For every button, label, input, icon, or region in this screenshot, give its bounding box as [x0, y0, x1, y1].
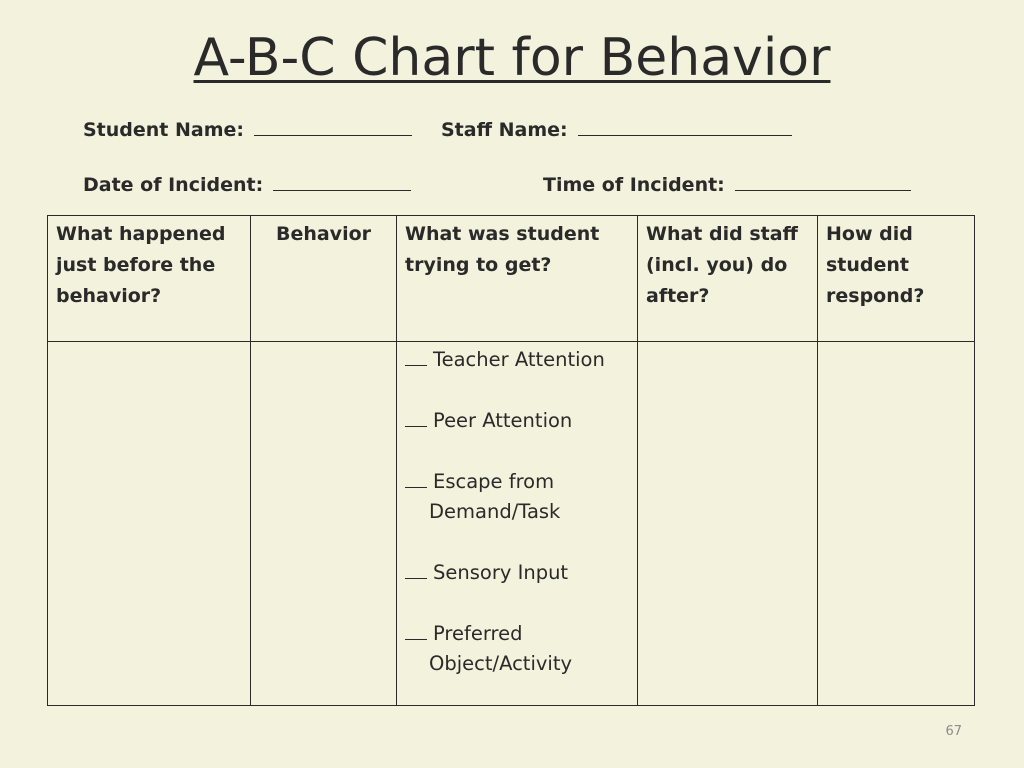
table-header-row [48, 216, 975, 342]
date-of-incident-label: Date of Incident: [83, 174, 264, 196]
function-options-list [405, 345, 629, 679]
student-name-label: Student Name: [83, 119, 245, 141]
option-escape-from-demand[interactable]: Escape from Demand/Task [405, 467, 629, 527]
header-antecedent: What happened just before the behavior? [48, 216, 251, 342]
checkbox-blank[interactable] [405, 406, 427, 427]
time-of-incident-label: Time of Incident: [543, 174, 725, 196]
date-of-incident-blank[interactable] [273, 172, 411, 191]
option-teacher-attention[interactable]: Teacher Attention [405, 345, 629, 375]
abc-table [47, 215, 975, 706]
page-title [0, 24, 1024, 92]
table-row [48, 342, 975, 706]
checkbox-blank[interactable] [405, 345, 427, 366]
checkbox-blank[interactable] [405, 619, 427, 640]
option-preferred-object[interactable]: Preferred Object/Activity [405, 619, 629, 679]
student-name-field[interactable] [83, 117, 412, 142]
time-of-incident-blank[interactable] [735, 172, 911, 191]
header-staff-response: What did staff (incl. you) do after? [638, 216, 818, 342]
time-of-incident-field[interactable] [543, 172, 911, 197]
cell-student-response[interactable] [818, 342, 975, 706]
cell-staff-response[interactable] [638, 342, 818, 706]
student-name-blank[interactable] [254, 117, 412, 136]
checkbox-blank[interactable] [405, 467, 427, 488]
cell-behavior[interactable] [251, 342, 397, 706]
header-behavior: Behavior [251, 216, 397, 342]
header-student-response: How did student respond? [818, 216, 975, 342]
cell-antecedent[interactable] [48, 342, 251, 706]
option-peer-attention[interactable]: Peer Attention [405, 406, 629, 436]
page-number: 67 [945, 724, 962, 739]
header-function: What was student trying to get? [397, 216, 638, 342]
checkbox-blank[interactable] [405, 558, 427, 579]
staff-name-label: Staff Name: [441, 119, 568, 141]
staff-name-field[interactable] [441, 117, 792, 142]
page-title-text: A-B-C Chart for Behavior [193, 28, 831, 88]
option-sensory-input[interactable]: Sensory Input [405, 558, 629, 588]
cell-function[interactable] [397, 342, 638, 706]
date-of-incident-field[interactable] [83, 172, 411, 197]
staff-name-blank[interactable] [578, 117, 792, 136]
